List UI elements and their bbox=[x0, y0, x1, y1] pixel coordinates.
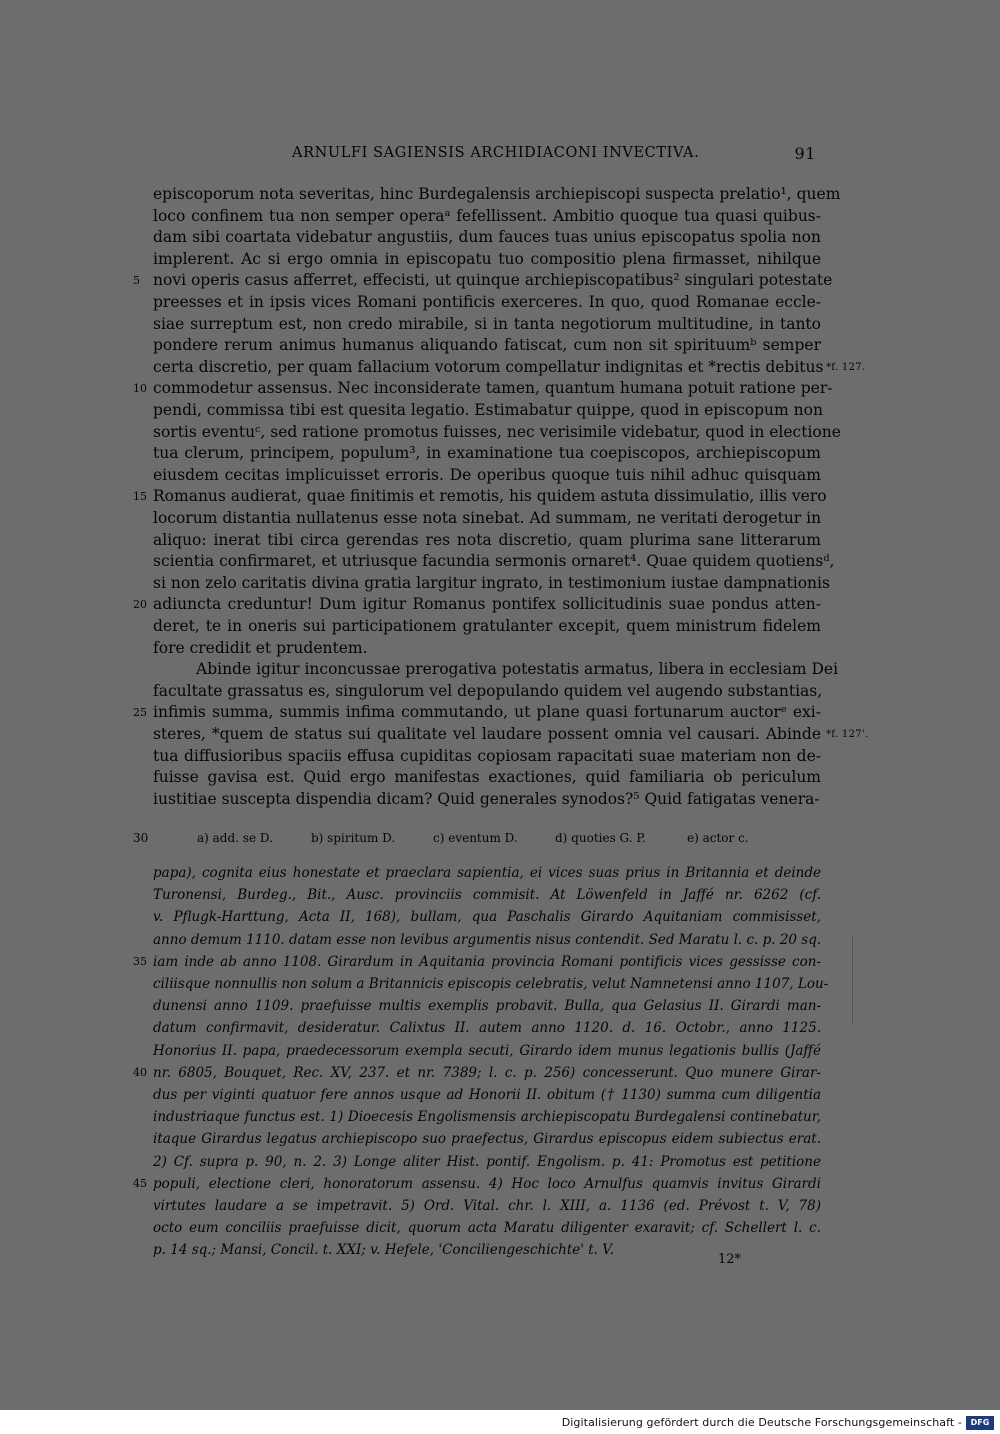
note-line: populi, electione cleri, honoratorum assensu. 4) Hoc loco Arnulfus quamvis invitus Girardi bbox=[153, 1175, 821, 1192]
text-line: fore credidit et prudentem. bbox=[153, 638, 368, 657]
text-line: commodetur assensus. Nec inconsiderate tamen, quantum humana potuit ratione per- bbox=[153, 379, 833, 398]
note-line: itaque Girardus legatus archiepiscopo suo praefectus, Girardus episcopus eidem subiectus erat. bbox=[153, 1131, 821, 1148]
note-line: iam inde ab anno 1108. Girardum in Aquitania provincia Romani pontificis vices gessisse con- bbox=[153, 953, 821, 970]
line-number: 40 bbox=[133, 1065, 147, 1079]
text-line: tua diffusioribus spaciis effusa cupiditas copiosam rapacitati suae materiam non de- bbox=[153, 746, 821, 765]
note-line: nr. 6805, Bouquet, Rec. XV, 237. et nr. 7389; l. c. p. 256) concesserunt. Quo munere Girar- bbox=[153, 1064, 821, 1081]
apparatus-note-d: d) quoties G. P. bbox=[555, 831, 646, 845]
line-number: 10 bbox=[133, 382, 147, 396]
note-line: Turonensi, Burdeg., Bit., Ausc. provinciis commisit. At Löwenfeld in Jaffé nr. 6262 (cf. bbox=[153, 887, 821, 904]
text-line: locorum distantia nullatenus esse nota sinebat. Ad summam, ne veritati derogetur in bbox=[153, 509, 822, 527]
text-line: facultate grassatus es, singulorum vel depopulando quidem vel augendo substantias, bbox=[153, 681, 823, 700]
text-line: eiusdem cecitas implicuisset erroris. De operibus quoque tuis nihil adhuc quisquam bbox=[153, 465, 821, 484]
text-line: infimis summa, summis infima commutando, ut plane quasi fortunarum auctorᵉ exi- bbox=[153, 703, 821, 722]
text-line: pendi, commissa tibi est quesita legatio. Estimabatur quippe, quod in episcopum non bbox=[153, 401, 823, 419]
apparatus-note-a: a) add. se D. bbox=[197, 831, 273, 845]
text-line: aliquo: inerat tibi circa gerendas res nota discretio, quam plurima sane litterarum bbox=[153, 530, 821, 549]
note-line: dunensi anno 1109. praefuisse multis exemplis probavit. Bulla, qua Gelasius II. Girardi man- bbox=[153, 998, 821, 1015]
text-line: siae surreptum est, non credo mirabile, si in tanta negotiorum multitudine, in tanto bbox=[153, 314, 821, 333]
line-number: 20 bbox=[133, 598, 147, 612]
funding-credit: Digitalisierung gefördert durch die Deutsche Forschungsgemeinschaft - bbox=[561, 1416, 962, 1429]
dfg-logo-icon: DFG bbox=[966, 1416, 994, 1430]
text-line: tua clerum, principem, populum³, in examinatione tua coepiscopos, archiepiscopum bbox=[153, 444, 821, 463]
footer-bar bbox=[0, 1410, 1000, 1434]
note-line: papa), cognita eius honestate et praeclara sapientia, ei vices suas prius in Britannia et deinde bbox=[153, 865, 821, 881]
text-line: novi operis casus afferret, effecisti, ut quinque archiepiscopatibus² singulari potestate bbox=[153, 271, 833, 290]
running-title: ARNULFI SAGIENSIS ARCHIDIACONI INVECTIVA. bbox=[292, 145, 700, 161]
note-line: ciliisque nonnullis non solum a Britannicis episcopis celebratis, velut Namnetensi anno 1107, Lou- bbox=[153, 976, 829, 992]
note-line: datum confirmavit, desideratur. Calixtus II. autem anno 1120. d. 16. Octobr., anno 1125. bbox=[153, 1020, 821, 1037]
text-line: dam sibi coartata videbatur angustiis, dum fauces tuas unius episcopatus spolia non bbox=[153, 228, 821, 247]
folio-margin-note: *f. 127. bbox=[826, 361, 866, 373]
apparatus-note-e: e) actor c. bbox=[687, 831, 749, 845]
apparatus-note-c: c) eventum D. bbox=[433, 831, 518, 845]
note-line: Honorius II. papa, praedecessorum exempla secuti, Girardo idem munus legationis bullis (Jaffé bbox=[153, 1042, 821, 1059]
note-line: octo eum conciliis praefuisse dicit, quorum acta Maratu diligenter exaravit; cf. Schellert l. c. bbox=[153, 1220, 821, 1237]
text-line: deret, te in oneris sui participationem gratulanter excepit, quem ministrum fidelem bbox=[153, 617, 821, 635]
scan-edge-mark bbox=[852, 935, 853, 1025]
running-header bbox=[288, 145, 828, 169]
critical-apparatus bbox=[0, 828, 1000, 848]
text-line: implerent. Ac si ergo omnia in episcopatu tuo compositio plena firmasset, nihilque bbox=[153, 249, 821, 268]
line-number: 5 bbox=[133, 274, 140, 288]
text-line: scientia confirmaret, et utriusque facundia sermonis ornaret⁴. Quae quidem quotiensᵈ, bbox=[153, 552, 835, 571]
line-number: 30 bbox=[133, 831, 149, 845]
line-number: 45 bbox=[133, 1176, 147, 1190]
text-line: certa discretio, per quam fallacium votorum compellatur indignitas et *rectis debitus bbox=[153, 357, 824, 376]
line-number: 15 bbox=[133, 490, 147, 504]
note-line: dus per viginti quatuor fere annos usque ad Honorii II. obitum († 1130) summa cum diligentia bbox=[153, 1087, 821, 1103]
text-line: loco confinem tua non semper operaᵃ fefellissent. Ambitio quoque tua quasi quibus- bbox=[153, 206, 821, 225]
text-line: steres, *quem de status sui qualitate vel laudare possent omnia vel causari. Abinde bbox=[153, 725, 821, 743]
text-line: preesses et in ipsis vices Romani pontificis exerceres. In quo, quod Romanae eccle- bbox=[153, 293, 821, 311]
note-line: industriaque functus est. 1) Dioecesis Engolismensis archiepiscopatu Burdegalensi continebatur, bbox=[153, 1109, 821, 1126]
text-line: Romanus audierat, quae finitimis et remotis, his quidem astuta dissimulatio, illis vero bbox=[153, 487, 827, 506]
text-line: si non zelo caritatis divina gratia largitur ingrato, in testimonium iustae dampnationis bbox=[153, 573, 830, 592]
apparatus-note-b: b) spiritum D. bbox=[311, 831, 396, 845]
text-line: episcoporum nota severitas, hinc Burdegalensis archiepiscopi suspecta prelatio¹, quem bbox=[153, 185, 841, 203]
line-number: 25 bbox=[133, 706, 147, 720]
note-line: virtutes laudare a se impetravit. 5) Ord. Vital. chr. l. XIII, a. 1136 (ed. Prévost t. V, 78) bbox=[153, 1198, 821, 1214]
note-line: anno demum 1110. datam esse non levibus argumentis nisus contendit. Sed Maratu l. c. p. 20 sq. bbox=[153, 931, 822, 948]
text-line: fuisse gavisa est. Quid ergo manifestas exactiones, quid familiaria ob periculum bbox=[153, 768, 821, 787]
signature-mark: 12* bbox=[718, 1252, 742, 1267]
note-line: v. Pflugk-Harttung, Acta II, 168), bullam, qua Paschalis Girardo Aquitaniam commisisset, bbox=[153, 909, 821, 926]
text-line: adiuncta creduntur! Dum igitur Romanus pontifex sollicitudinis suae pondus atten- bbox=[153, 595, 821, 614]
text-line: pondere rerum animus humanus aliquando fatiscat, cum non sit spirituumᵇ semper bbox=[153, 336, 821, 355]
folio-margin-note: *f. 127'. bbox=[826, 729, 869, 740]
note-line: 2) Cf. supra p. 90, n. 2. 3) Longe aliter Hist. pontif. Engolism. p. 41: Promotus est petitione bbox=[153, 1153, 821, 1170]
text-line: iustitiae suscepta dispendia dicam? Quid generales synodos?⁵ Quid fatigatas venera- bbox=[153, 789, 820, 808]
text-line: sortis eventuᶜ, sed ratione promotus fuisses, nec verisimile videbatur, quod in electione bbox=[153, 422, 841, 441]
page-number: 91 bbox=[794, 144, 816, 163]
line-number: 35 bbox=[133, 954, 147, 968]
text-line: Abinde igitur inconcussae prerogativa potestatis armatus, libera in ecclesiam Dei bbox=[196, 660, 839, 679]
note-line: p. 14 sq.; Mansi, Concil. t. XXI; v. Hefele, 'Conciliengeschichte' t. V. bbox=[153, 1242, 614, 1259]
